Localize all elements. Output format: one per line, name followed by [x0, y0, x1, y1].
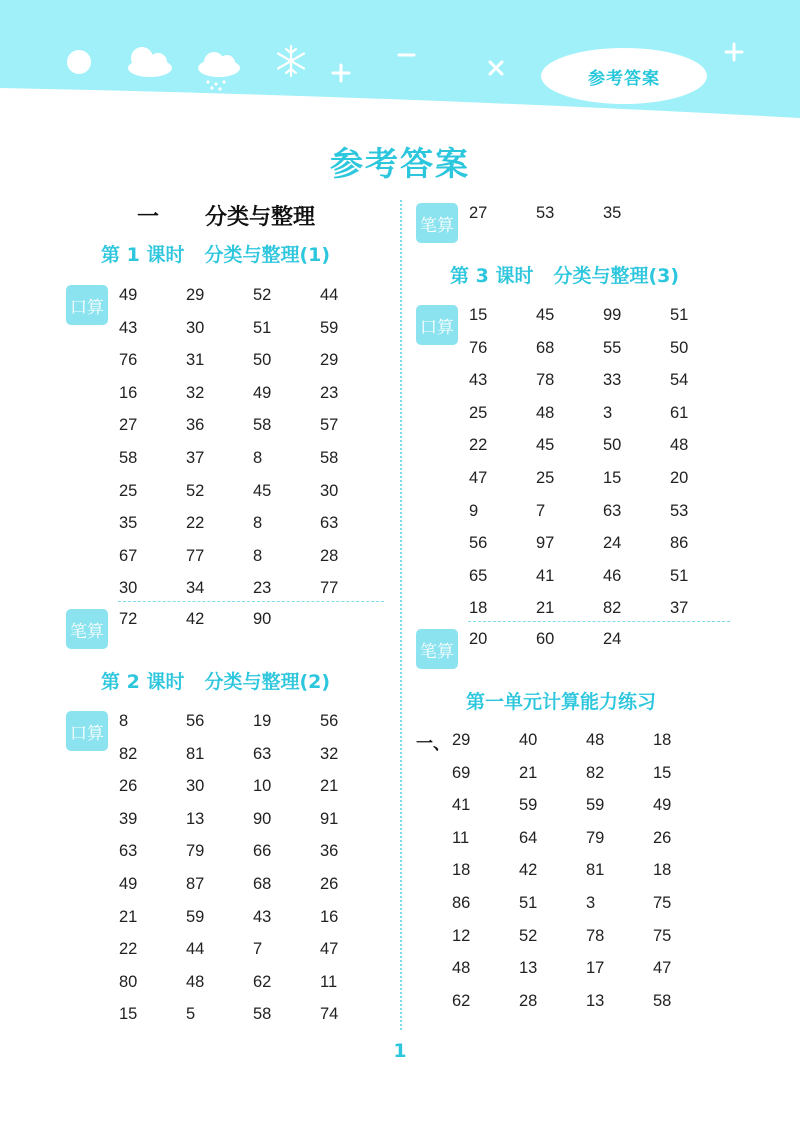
answer-value: 45	[253, 481, 272, 500]
lesson-1-title	[101, 240, 330, 267]
answer-value: 90	[253, 809, 272, 828]
answer-value: 58	[119, 448, 138, 467]
answer-value: 54	[670, 371, 689, 390]
answer-value: 59	[586, 796, 605, 815]
answer-value: 33	[603, 371, 622, 390]
written-separator	[118, 601, 384, 602]
answer-value: 37	[186, 448, 205, 467]
answer-value: 21	[320, 777, 339, 796]
answer-value: 16	[119, 383, 138, 402]
answer-value: 63	[119, 842, 138, 861]
answer-value: 68	[253, 874, 272, 893]
answer-value: 29	[320, 351, 339, 370]
answer-value: 47	[653, 959, 672, 978]
written-separator	[468, 621, 730, 622]
answer-value: 69	[452, 763, 471, 782]
answer-value: 20	[469, 630, 488, 648]
answer-value: 55	[603, 338, 622, 357]
page-number: 1	[393, 1040, 407, 1062]
answer-value: 56	[469, 534, 488, 553]
answer-value: 63	[253, 744, 272, 763]
answer-value: 7	[253, 940, 263, 959]
answer-value: 62	[253, 972, 272, 991]
answer-value: 42	[186, 610, 205, 628]
answer-value: 51	[670, 566, 689, 585]
answer-value: 22	[119, 940, 138, 959]
answer-value: 81	[586, 861, 605, 880]
answer-value: 24	[603, 534, 622, 553]
answer-value: 25	[536, 468, 555, 487]
answer-value: 30	[186, 318, 205, 337]
unit-number: 一	[137, 205, 160, 230]
answer-value: 51	[253, 318, 272, 337]
answer-value: 56	[320, 712, 339, 730]
answer-value: 61	[670, 403, 689, 422]
lesson-2-name: 分类与整理(2)	[204, 671, 331, 693]
lesson-2-label: 第 2 课时	[101, 671, 185, 693]
answer-value: 79	[586, 828, 605, 847]
answer-value: 28	[519, 991, 538, 1010]
answer-value: 41	[536, 566, 555, 585]
answer-value: 36	[320, 842, 339, 861]
answer-value: 8	[119, 712, 129, 730]
answer-value: 78	[536, 371, 555, 390]
answer-value: 56	[186, 712, 205, 730]
answer-value: 58	[253, 416, 272, 435]
answer-value: 86	[452, 893, 471, 912]
answer-value: 80	[119, 972, 138, 991]
lesson-2-title	[101, 667, 330, 694]
answer-value: 18	[653, 731, 672, 749]
answer-value: 11	[452, 828, 470, 847]
answer-value: 77	[186, 546, 205, 565]
answer-value: 50	[253, 351, 272, 370]
answer-value: 29	[186, 286, 205, 304]
answer-value: 22	[469, 436, 488, 455]
answer-value: 48	[586, 731, 605, 749]
answer-value: 43	[253, 907, 272, 926]
lesson-1-label: 第 1 课时	[101, 244, 185, 266]
answer-value: 53	[670, 501, 689, 520]
answer-value: 53	[536, 204, 555, 222]
answer-value: 50	[670, 338, 689, 357]
answer-value: 91	[320, 809, 339, 828]
page-title: 参考答案	[330, 144, 470, 183]
answer-value: 24	[603, 630, 622, 648]
unit-title	[137, 200, 315, 231]
answer-value: 72	[119, 610, 138, 628]
header-band	[0, 0, 800, 130]
answer-value: 18	[452, 861, 471, 880]
answer-value: 36	[186, 416, 205, 435]
answer-value: 86	[670, 534, 689, 553]
answer-value: 44	[320, 286, 339, 304]
answer-value: 62	[452, 991, 471, 1010]
answer-value: 37	[670, 599, 689, 618]
answer-value: 26	[119, 777, 138, 796]
oral-calc-badge: 口算	[416, 305, 458, 345]
sun-icon	[67, 50, 91, 74]
answer-value: 47	[469, 468, 488, 487]
answer-value: 64	[519, 828, 538, 847]
answer-value: 48	[536, 403, 555, 422]
answer-value: 47	[320, 940, 339, 959]
answer-value: 32	[320, 744, 339, 763]
answer-value: 60	[536, 630, 555, 648]
answer-value: 49	[119, 286, 138, 304]
answer-value: 90	[253, 610, 272, 628]
answer-value: 40	[519, 731, 538, 749]
answer-value: 75	[653, 893, 672, 912]
answer-value: 35	[603, 204, 622, 222]
answer-value: 51	[519, 893, 538, 912]
answer-value: 28	[320, 546, 339, 565]
answer-value: 5	[186, 1005, 196, 1024]
answer-value: 50	[603, 436, 622, 455]
answer-value: 30	[119, 579, 138, 598]
answer-value: 78	[586, 926, 605, 945]
written-calc-badge: 笔算	[416, 629, 458, 669]
answer-value: 13	[586, 991, 605, 1010]
answer-value: 7	[536, 501, 546, 520]
answer-value: 48	[452, 959, 471, 978]
answer-value: 49	[119, 874, 138, 893]
answer-value: 45	[536, 436, 555, 455]
answer-value: 59	[320, 318, 339, 337]
answer-value: 31	[186, 351, 205, 370]
answer-value: 18	[653, 861, 672, 880]
answer-value: 30	[320, 481, 339, 500]
answer-value: 82	[603, 599, 622, 618]
answer-value: 29	[452, 731, 471, 749]
answer-value: 26	[653, 828, 672, 847]
answer-value: 49	[253, 383, 272, 402]
answer-value: 42	[519, 861, 538, 880]
answer-value: 17	[586, 959, 605, 978]
answer-value: 41	[452, 796, 471, 815]
answer-value: 43	[119, 318, 138, 337]
answer-value: 25	[119, 481, 138, 500]
answer-value: 23	[253, 579, 272, 598]
answer-value: 21	[519, 763, 538, 782]
header-pill-label: 参考答案	[588, 68, 660, 89]
answer-value: 68	[536, 338, 555, 357]
answer-value: 82	[586, 763, 605, 782]
answer-value: 66	[253, 842, 272, 861]
answer-value: 34	[186, 579, 205, 598]
answer-value: 8	[253, 448, 263, 467]
answer-value: 57	[320, 416, 339, 435]
answer-value: 48	[186, 972, 205, 991]
answer-value: 46	[603, 566, 622, 585]
answer-value: 75	[653, 926, 672, 945]
answer-value: 87	[186, 874, 205, 893]
answer-value: 13	[519, 959, 538, 978]
answer-value: 76	[119, 351, 138, 370]
answer-value: 30	[186, 777, 205, 796]
answer-value: 16	[320, 907, 339, 926]
answer-value: 3	[603, 403, 613, 422]
answer-value: 15	[119, 1005, 138, 1024]
answer-value: 97	[536, 534, 555, 553]
answer-value: 43	[469, 371, 488, 390]
answer-value: 63	[603, 501, 622, 520]
answer-value: 27	[119, 416, 138, 435]
answer-value: 76	[469, 338, 488, 357]
answer-value: 58	[653, 991, 672, 1010]
oral-calc-badge: 口算	[66, 285, 108, 325]
answer-value: 82	[119, 744, 138, 763]
answer-value: 13	[186, 809, 205, 828]
answer-value: 8	[253, 514, 263, 533]
answer-value: 26	[320, 874, 339, 893]
written-calc-badge: 笔算	[416, 203, 458, 243]
exercise-prefix: 一、	[416, 734, 450, 754]
answer-value: 8	[253, 546, 263, 565]
written-calc-badge: 笔算	[66, 609, 108, 649]
answer-value: 23	[320, 383, 339, 402]
header-answer-pill	[541, 48, 707, 104]
answer-value: 21	[536, 599, 555, 618]
lesson-3-name: 分类与整理(3)	[553, 265, 680, 287]
answer-value: 48	[670, 436, 689, 455]
answer-value: 15	[603, 468, 622, 487]
lesson-1-name: 分类与整理(1)	[204, 244, 331, 266]
answer-value: 65	[469, 566, 488, 585]
answer-value: 44	[186, 940, 205, 959]
answer-value: 19	[253, 712, 272, 730]
answer-value: 58	[320, 448, 339, 467]
answer-value: 52	[186, 481, 205, 500]
answer-value: 74	[320, 1005, 339, 1024]
lesson-3-title	[450, 261, 679, 288]
unit-name: 分类与整理	[205, 205, 316, 230]
oral-calc-badge: 口算	[66, 711, 108, 751]
answer-value: 11	[320, 972, 338, 991]
answer-value: 58	[253, 1005, 272, 1024]
answer-value: 79	[186, 842, 205, 861]
answer-value: 10	[253, 777, 272, 796]
answer-value: 49	[653, 796, 672, 815]
answer-value: 77	[320, 579, 339, 598]
answer-value: 3	[586, 893, 596, 912]
exercise-title: 第一单元计算能力练习	[466, 691, 657, 713]
answer-value: 51	[670, 306, 689, 324]
answer-value: 99	[603, 306, 622, 324]
answer-value: 63	[320, 514, 339, 533]
answer-value: 67	[119, 546, 138, 565]
answer-value: 32	[186, 383, 205, 402]
answer-value: 21	[119, 907, 138, 926]
lesson-3-label: 第 3 课时	[450, 265, 534, 287]
answer-value: 52	[253, 286, 272, 304]
answer-value: 35	[119, 514, 138, 533]
answer-value: 12	[452, 926, 471, 945]
answer-value: 15	[653, 763, 672, 782]
answer-value: 20	[670, 468, 689, 487]
answer-value: 52	[519, 926, 538, 945]
column-divider	[400, 200, 402, 1030]
answer-value: 15	[469, 306, 488, 324]
answer-value: 39	[119, 809, 138, 828]
answer-value: 22	[186, 514, 205, 533]
answer-value: 59	[186, 907, 205, 926]
answer-value: 9	[469, 501, 479, 520]
answer-value: 25	[469, 403, 488, 422]
answer-value: 59	[519, 796, 538, 815]
answer-value: 81	[186, 744, 205, 763]
answer-value: 27	[469, 204, 488, 222]
answer-value: 18	[469, 599, 488, 618]
answer-value: 45	[536, 306, 555, 324]
